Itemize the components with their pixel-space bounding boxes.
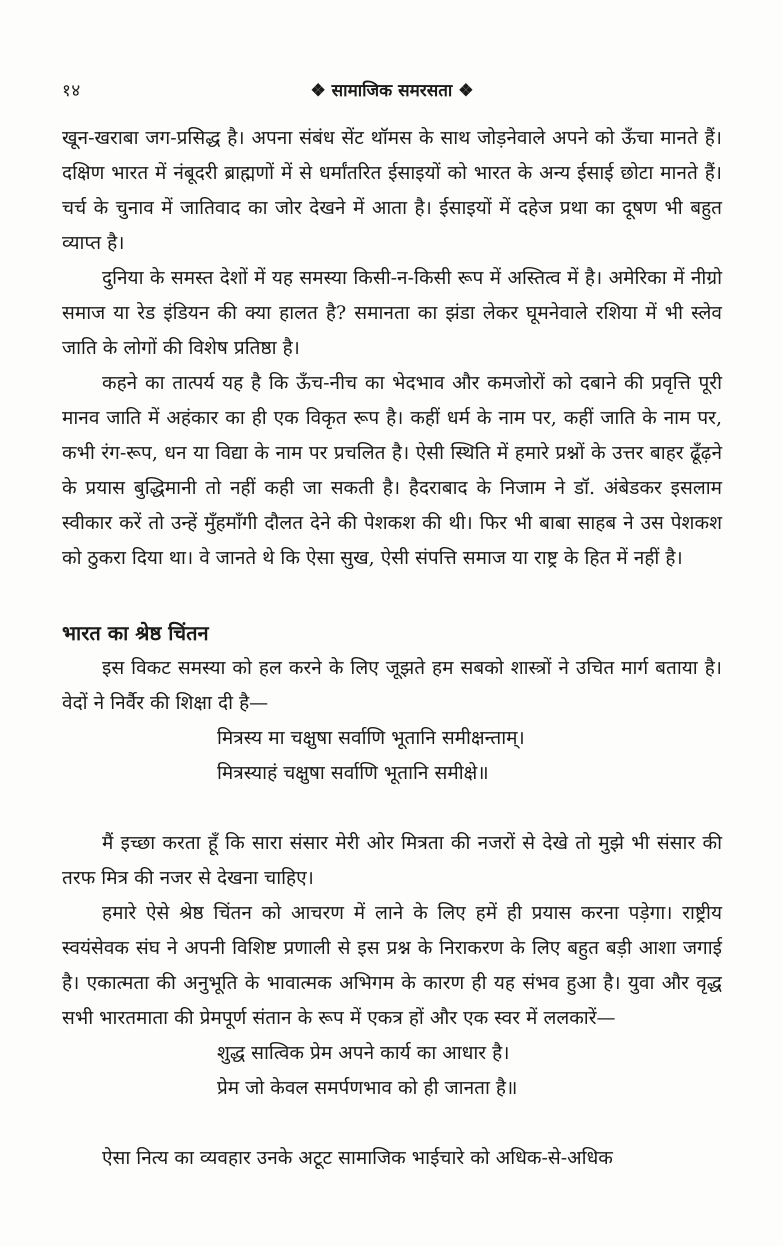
paragraph-4: इस विकट समस्या को हल करने के लिए जूझते हम सबको शास्त्रों ने उचित मार्ग बताया है। वेदों ने निर्वैर की शिक्षा दी है— [62,657,722,714]
running-title: ❖ सामाजिक समरसता ❖ [310,81,474,101]
page-header [62,78,722,104]
verse-line-1: शुद्ध सात्विक प्रेम अपने कार्य का आधार है। [217,1042,510,1064]
sanskrit-verse [62,721,722,791]
verse-line-2: प्रेम जो केवल समर्पणभाव को ही जानता है॥ [217,1077,518,1099]
paragraph-6: हमारे ऐसे श्रेष्ठ चिंतन को आचरण में लाने के लिए हमें ही प्रयास करना पड़ेगा। राष्ट्रीय स्वयंसेवक संघ ने अपनी विशिष्ट प्रणाली से इस प्रश्न के निराकरण के लिए बहुत बड़ी आशा जगाई है। एकात्मता की अनुभूति के भावात्मक अभिगम के कारण ही यह संभव हुआ है। युवा और वृद्ध सभी भारतमाता की प्रेमपूर्ण संतान के रूप में एकत्र हों और एक स्वर में ललकारें— [62,902,722,1029]
paragraph-1: खून-खराबा जग-प्रसिद्ध है। अपना संबंध सेंट थॉमस के साथ जोड़नेवाले अपने को ऊँचा मानते हैं। दक्षिण भारत में नंबूदरी ब्राह्मणों में से धर्मांतरित ईसाइयों को भारत के अन्य ईसाई छोटा मानते हैं। चर्च के चुनाव में जातिवाद का जोर देखने में आता है। ईसाइयों में दहेज प्रथा का दूषण भी बहुत व्याप्त है। [62,127,722,254]
hindi-verse [62,1036,722,1106]
page-body [62,121,722,1176]
spacer [62,1106,722,1141]
section-heading: भारत का श्रेष्ठ चिंतन [62,621,209,645]
paragraph-7: ऐसा नित्य का व्यवहार उनके अटूट सामाजिक भाईचारे को अधिक-से-अधिक [102,1147,613,1169]
spacer [62,791,722,826]
paragraph-3: कहने का तात्पर्य यह है कि ऊँच-नीच का भेदभाव और कमजोरों को दबाने की प्रवृत्ति पूरी मानव जाति में अहंकार का ही एक विकृत रूप है। कहीं धर्म के नाम पर, कहीं जाति के नाम पर, कभी रंग-रूप, धन या विद्या के नाम पर प्रचलित है। ऐसी स्थिति में हमारे प्रश्नों के उत्तर बाहर ढूँढ़ने के प्रयास बुद्धिमानी तो नहीं कही जा सकती है। हैदराबाद के निजाम ने डॉ. अंबेडकर इसलाम स्वीकार करें तो उन्हें मुँहमाँगी दौलत देने की पेशकश की थी। फिर भी बाबा साहब ने उस पेशकश को ठुकरा दिया था। वे जानते थे कि ऐसा सुख, ऐसी संपत्ति समाज या राष्ट्र के हित में नहीं है। [62,372,722,569]
paragraph-2: दुनिया के समस्त देशों में यह समस्या किसी-न-किसी रूप में अस्तित्व में है। अमेरिका में नीग्रो समाज या रेड इंडियन की क्या हालत है? समानता का झंडा लेकर घूमनेवाले रशिया में भी स्लेव जाति के लोगों की विशेष प्रतिष्ठा है। [62,267,722,359]
page-number: १४ [62,81,81,101]
verse-line-1: मित्रस्य मा चक्षुषा सर्वाणि भूतानि समीक्षन्ताम्। [217,727,525,749]
verse-line-2: मित्रस्याहं चक्षुषा सर्वाणि भूतानि समीक्षे॥ [217,762,489,784]
paragraph-5: मैं इच्छा करता हूँ कि सारा संसार मेरी ओर मित्रता की नजरों से देखे तो मुझे भी संसार की तरफ मित्र की नजर से देखना चाहिए। [62,832,722,889]
